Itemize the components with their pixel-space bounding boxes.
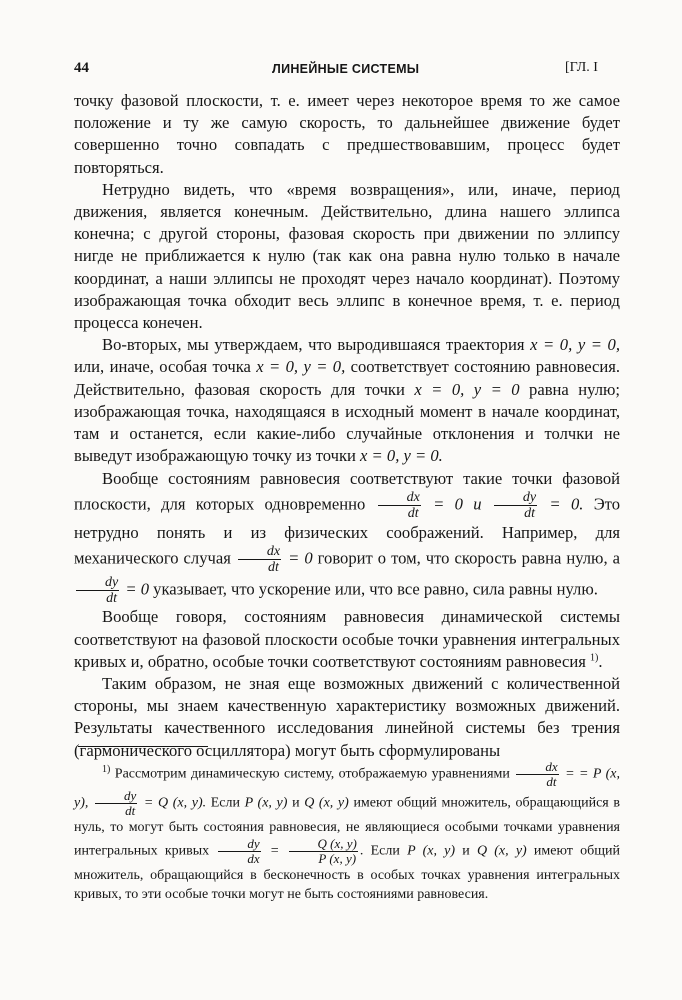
fraction-dy-dt: $\frac{dy}{dt}$ <box>494 490 537 521</box>
fraction-q-over-p: $\frac{Q (x, y)}{P (x, y)}$ <box>289 837 358 866</box>
equation: x = 0, y = 0 <box>414 379 520 399</box>
main-text <box>74 90 620 762</box>
equation: y = 0, <box>577 335 620 355</box>
footnote-text: $^{1)}$ Рассмотрим динамическую систему, отображаемую уравнениями $\frac{dx}{dt}$ = = P (x, y), $\frac{dy}{dt}$ = Q (x, y). Если P (x, y) и Q (x, y) имеют общий множитель, обращающийся в нуль, то могут быть состояния равновесия, не являющиеся особыми точками уравнения интегральных кривых $\frac{dy}{dx}$ = $\frac{Q (x, y)}{P (x, y)}$ . Если P (x, y) и Q (x, y) имеют общий множитель, обращающийся в бесконечность в особых точках уравнения интегральных кривых, то эти особые точки могут не быть состояниями равновесия. <box>74 759 621 902</box>
paragraph-5: Вообще говоря, состояниям равновесия динамической системы соответствуют на фазовой плоскости особые точки уравнения интегральных кривых и, обратно, особые точки соответствуют состояниям равновесия $^{1)}$. <box>74 607 620 671</box>
paragraph-2: Нетрудно видеть, что «время возвращения», или, иначе, период движения, является конечным. Действительно, длина нашего эллипса конечна; с другой стороны, фазовая скорость при движении по эллипсу нигде не приближается к нулю (так как она равна нулю только в начале координат, а наши эллипсы не проходят через начало координат). Поэтому изображающая точка обходит весь эллипс в конечное время, т. е. период процесса конечен. <box>74 179 620 333</box>
paragraph-6: Таким образом, не зная еще возможных движений с количественной стороны, мы знаем качественную характеристику возможных движений. Результаты качественного исследования линейной системы без трения (гармонического осциллятора) могут быть сформулированы <box>74 674 620 760</box>
equation: x = 0, <box>530 335 573 355</box>
footnote-marker: 1) <box>590 652 599 664</box>
chapter-label: [ГЛ. I <box>565 60 598 75</box>
equation: x = 0, y = 0. <box>360 446 443 466</box>
fraction-dx-dt: $\frac{dx}{dt}$ <box>378 490 421 521</box>
page-number: 44 <box>74 60 89 76</box>
paragraph-3: Во-вторых, мы утверждаем, что выродившаяся траектория x = 0, y = 0, или, иначе, особая точка x = 0, y = 0, соответствует состоянию равновесия. Действительно, фазовая скорость для точки x = 0, y = 0 равна нулю; изображающая точка, находящаяся в исходный момент в начале координат, там и останется, если какие-либо случайные отклонения и толчки не выведут изображающую точку из точки x = 0, y = 0. <box>74 335 620 466</box>
equation: x = 0, y = 0, <box>256 357 346 377</box>
running-header <box>0 60 682 82</box>
fraction-dy-dt: $\frac{dy}{dt}$ <box>95 789 137 818</box>
running-title: ЛИНЕЙНЫЕ СИСТЕМЫ <box>272 62 420 76</box>
fraction-dy-dx: $\frac{dy}{dx}$ <box>218 837 260 866</box>
footnote-divider <box>78 746 208 747</box>
footnote <box>74 760 620 904</box>
paragraph-1: точку фазовой плоскости, т. е. имеет через некоторое время то же самое положение и ту же самую скорость, то дальнейшее движение будет совершенно точно совпадать с предшествовавшим, процесс будет повторяться. <box>74 91 620 177</box>
fraction-dx-dt: $\frac{dx}{dt}$ <box>238 544 281 575</box>
fraction-dy-dt: $\frac{dy}{dt}$ <box>76 575 119 606</box>
paragraph-4: Вообще состояниям равновесия соответствуют такие точки фазовой плоскости, для которых одновременно $\frac{dx}{dt}$ = 0 и $\frac{dy}{dt}$ = 0. Это нетрудно понять и из физических соображений. Например, для механического случая $\frac{dx}{dt}$ = 0 говорит о том, что скорость равна нулю, а $\frac{dy}{dt}$ = 0 указывает, что ускорение или, что все равно, сила равны нулю. <box>74 469 620 607</box>
footnote-marker: 1) <box>102 764 111 776</box>
fraction-dx-dt: $\frac{dx}{dt}$ <box>516 760 558 789</box>
